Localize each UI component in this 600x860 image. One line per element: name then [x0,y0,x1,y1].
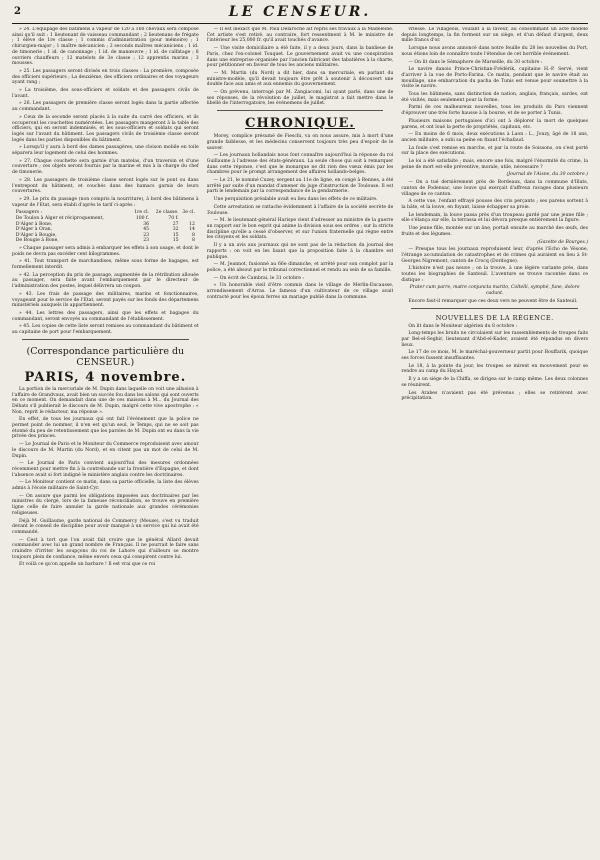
table-cell: 23 [143,232,150,238]
table-cell: 1re cl. [134,210,150,216]
masthead-title: LE CENSEUR. [228,4,372,20]
paragraph: vrlesse. Le villageois, voulant à la faveur, au consommant un acte modèle depuis longtemps, la fin forment sur un siège, et d'un défaut d'argent, deux mille francs d'or. [401,27,589,44]
table-cell: 32 [172,227,179,233]
paragraph: — Une visite domiciliaire a été faite, il y a deux jours, dans la banlieue de Paris, chez l'ex-colonel Touquet. Le gouvernement avait vu une conspiration dans une entreprise organisée par l'ancien fabricant des tabatières à la charte, pour pétitionner en faveur de tous les anciens militaires. [206,46,394,69]
paragraph: Lorsque nous avons annoncé dans notre feuille du 28 les nouvelles du Port, nous étions loin de connaître toute l'étendue de cet horrible événement. [401,46,589,57]
table-cell: 45 [143,227,150,233]
paragraph: Plusieurs maisons portugaises d'ici ont à déplorer la mort de quelques parens, et ont loué la perte de propriétés, capitaux, etc. [401,118,589,130]
paragraph: — Cest à tort que l'on avait fait croire que le général Allard devait commander avec lui un grand nombre de Français. Il ne pourrait le faire sans craindre d'irriter les soupçons du roi de Lahore qui d'ailleurs se montre toujours plein de confiance, même envers ceux qui conspirent contre lui. [12,537,199,560]
paragraph: — Le Journal de Paris convient aujourd'hui des mesures ordonnées récemment pour mettre fin à la contrebande sur la frontière d'Espagne, et dont l'absence avait si fort indigné le ministère anglais contre les doctrinaires. [12,461,199,478]
paragraph: Tous les bâtimens, sans distinction de nation, anglais, français, sardes, ont été visités, mais seulement pour la forme. [401,92,589,103]
paragraph: Les Arabes n'avaient pas été prévenus ; elles se retirèrent avec précipitation. [401,390,589,402]
paragraph: » 43. Les frais de passage des militaires, marins et fonctionnaires, voyageant pour le service de l'Etat, seront payés sur les fonds des départemens ministériels auxquels ils appartiennent. [12,291,199,309]
paragraph: L'histoire n'est pas neuve ; on la trouve, à une légère variante près, dans toutes les biographies de Santeuil. L'aventure se trouve racontée dans ce distique : [401,266,589,283]
paragraph: — Le Journal de Paris et le Moniteur du Commerce reproduisent avec amour le discours de M. Martin (du Nord), et en citent pas un mot de celui de M. Dupin. [12,442,199,459]
table-cell: De Toulon à Alger et réciproquement, [15,215,104,221]
table-cell: 15 [172,238,179,244]
paragraph: A cette vue, l'enfant effrayé pousse des cris perçants ; ses parens sortent à la hâte, et la louve, en fuyant, laisse échapper sa proie. [401,199,589,210]
regence-heading: NOUVELLES DE LA RÉGENCE. [435,313,554,322]
paragraph: » 25. Les passagers seront divisés en trois classes : La première, composée des officiers supérieurs ; La deuxième, des officiers ordinaires et des voyageurs ayant rang ; [12,68,199,86]
section-divider [411,308,578,309]
paragraph: Et voilà ce qu'on appelle un barbare ! Il est vrai que ce roi [19,562,156,568]
table-cell: 100 f. [135,215,150,221]
paragraph: — On assure que parmi les obligations imposées aux doctrinaires par les ministres du clergé, lors de la fameuse réconciliation, se trouve en première ligne celle de faire annuler la garde nationale aux grandes cérémonies religieuses. [12,493,199,516]
paragraph: » 41. Tout transport de marchandises, même sous forme de bagages, est formellement interdit. [12,259,199,271]
paragraph: » Lorsqu'il y aura à bord des dames passagères, une cloison mobile en toile séparera leur logement de celui des hommes. [12,145,199,157]
chronique-heading: CHRONIQUE. [245,116,355,132]
tariff-table [16,210,195,244]
table-cell: Passagers : [15,210,43,216]
table-cell: D'Alger à Oran, [15,227,53,233]
column-3 [401,27,588,854]
paragraph: Le navire danois Prince-Christian-Frédérik, capitaine H.-P. Servé, vient d'arriver à la vue de Porto-Farina. Ce matin, pendant que le navire était au mouillage, une embarcation du pacha de Tunis est venue pour soumettre à la visite le navire. [401,67,589,90]
paragraph: — On prévenu, interrogé par M. Zangiacomi, lui ayant parlé, dans une de ses réponses, de la révolution de juillet, le magistrat a fait mettre dans le libellé de l'interrogatoire, les évènemens de juillet. [206,90,394,107]
paragraph: Déjà M. Guillaume, garde national de Commercy (Meuse), s'est vu traduit devant le conseil de discipline pour avoir manqué à un service qui lui avait été commandé. [12,518,199,535]
paragraph: Parmi de ces malheureux nouvelles, tous les produits du Pars viennent d'éprouver une très forte hausse à la bourse, et de se porter à Tunis. [401,105,589,117]
table-cell: D'Alger à Bone, [15,221,53,227]
paragraph: Encore faut-il remarquer que ces deux vers ne peuvent être de Santeuil. [408,298,578,304]
paragraph: — M. Martin (du Nord) a dit hier, dans sa mercuriale, en parlant du ministre-modèle, qu'il devait toujours être prêt à soutenir à découvert une double face aux amis et aux ennemis du gouvernement. [206,70,394,88]
column-2 [207,27,394,854]
paragraph: » 28. Les passagers de troisième classe seront logés sur le pont ou dans l'entrepont du bâtiment, et couchés dans des hamacs garnis de leurs couvertures. [12,177,199,195]
paragraph: Il y a un siège de la Chiffa, se dirigea sur le camp même. Les deux colonnes se réunirent. [401,377,589,388]
paragraph: Une perquisition préalable avait eu lieu dans les effets de ce militaire. [213,197,378,203]
paragraph: En effet, de tous les journaux qui ont fait l'événement que la police ne permet point de nommer, il n'en est qu'un seul, le Temps, qui ne se soit pas étonné du peu de retentissement que les paroles de M. Dupin ont eu dans la vie privée des princes. [12,417,199,440]
table-row [16,238,195,244]
paragraph: — On a tué dernièrement près de Bordeaux, dans la commune d'Illats, canton de Podensac, une louve qui exerçait d'affreux ravages dans plusieurs villages de ce canton. [401,180,589,197]
paragraph: Long-temps les bruits ne circulaient sur les rassemblements de troupes faits par Bel-el-Seghir, lieutenant d'Abd-el-Kader, avaient été répandus en divers lieux. [401,331,589,348]
paragraph: » 44. Les lettres des passagers, ainsi que les effets et bagages du commandant, seront envoyés au commandant de l'établissement. [12,310,199,322]
column-1 [12,27,199,854]
table-cell: 15 [172,232,179,238]
table-cell: 36 [143,221,150,227]
paragraph: — M. Jeannot, fusionné au 66e dimanche, et arrêté pour son complot par la police, a été absout par le tribunal correctionnel et rendu au sein de sa famille. [206,262,394,273]
table-cell: 8 [192,238,195,244]
table-cell: 27 [172,221,179,227]
correspondence-heading: (Correspondance particulière du CENSEUR.) [26,345,185,368]
table-cell: D'Alger à Bougie, [15,232,57,238]
paragraph: » La troisième, des sous-officiers et soldats et des passagers civils de l'avant. [12,88,199,99]
table-cell: 2e classe. [155,210,179,216]
paragraph: — Le Moniteur contient ce matin, dans sa partie officielle, la liste des élèves admis à l'école militaire de Saint-Cyr. [12,480,199,492]
paragraph: Cette arrestation se rattache évidemment à l'affaire de la société secrète de Toulouse. [206,204,394,216]
source-credit: (Gazette de Bourges.) [537,239,589,245]
source-credit: (Journal de l'Aisne, du 30 octobre.) [506,172,589,178]
paragraph: — En moins de 6 mois, deux exécutions à Laon : L., Jouzy, âgé de 18 ans, ancien militaire, a subi sa peine en fixant l'échafaud. [401,132,589,143]
paragraph: — On lit dans le Sémaphore de Marseille, du 30 octobre : [408,59,543,65]
paragraph: Le lendemain, la louve passa près d'un troupeau gardé par une jeune fille ; elle s'élança sur elle, la terrassa et lui dévora presque entièrement la figure. [401,212,589,224]
paragraph: » 26. Les passagers de première classe seront logés dans la partie affectée au commandant. [12,101,199,113]
paragraph: Le 18, à la pointe du jour, les troupes se mirent en mouvement pour se rendre au camp du Hayad. [401,363,589,375]
paragraph: — M. le lieutenant-général Harispe vient d'adresser au ministre de la guerre un rapport sur le bon esprit qui anime la division sous ses ordres ; sur la stricte discipline qu'elle a cessé d'observer, et sur l'union fraternelle qui règne entre les citoyens et les soldats. [206,218,394,241]
paragraph: — Presque tous les journaux reproduisent leur, d'après l'Echo de Vésone, l'étrange accumulation de catastrophes et de crimes qui auraient eu lieu à St-Georges Nigremont, canton de Crocq (Dordogne). [401,247,589,264]
paragraph: — Il est inexact que M. Paul Delaroche ait repris ses travaux à la Madeleine. Cet artiste s'est retiré, au contraire, fort ressentment à M. le ministre de l'intérieur les 25,000 fr. qu'il avait touchés d'avance. [206,27,394,44]
columns [12,27,588,854]
paragraph: » Chaque passager sera admis à embarquer les effets à son usage, et dont le poids ne devra pas excéder cent kilogrammes. [12,245,199,257]
table-cell: 14 [189,227,195,233]
table-cell: 23 [143,238,150,244]
paragraph: « Un honorable vieil d'être commis dans le village de Merlin-Encausse, arrondissement d'Arras. Le fameux d'un cultivateur de ce village avait contracté pour les époux ferres un mariage publié dans la commune. [206,283,394,300]
section-divider [217,110,384,111]
table-cell: 12 [189,221,195,227]
table-cell: 3e cl. [182,210,195,216]
paragraph: » 24. L'équipage des bâtimens à vapeur de 120 à 160 chevaux sera composé ainsi qu'il suit : 1 lieutenant de vaisseau commandant ; 2 lieutenans de frégate ; 1 élève de 1re classe ; 1 commis d'administration (pour mémoire) ; 1 chirurgien-major ; 1 maître mécanicien ; 2 seconds maîtres mécaniciens ; 1 id. de timonerie ; 1 id. de canonnage ; 1 id. de manœuvre ; 1 id. de calfatage ; 8 ouvriers chauffeurs ; 12 matelots de 3e classe ; 12 apprentis marins ; 3 mousses. [12,27,199,67]
paragraph: Le 17 de ce mois, M. le maréchal-gouverneur partit pour Bouffarik, quoique ses forces fussent insuffisantes. [401,350,589,362]
paragraph: — On écrit de Cambrai, le 31 octobre : [213,275,304,281]
table-cell: 8 [192,232,195,238]
paris-dateline: PARIS, 4 novembre. [24,369,187,385]
paragraph: La foule s'est remise en marche, et par la route de Soissons, on s'est porté sur la place des exécutions. [401,145,589,157]
table-cell: 70 f. [168,215,179,221]
paragraph: » Ceux de la seconde seront placés à la suite du carré des officiers, et ils occuperont les couchettes numérotées. Les passagers mangeront à la table des officiers, qui en seront indemnisés, et les sous-officiers et soldats qui seront logés sur l'avant du bâtiment. Les passagers civils de troisième classe seront logés dans les parties disponibles du bâtiment. [12,114,199,143]
paragraph: Le loi a été satisfaite ; mais, encore une fois, malgré l'énormité du crime, la peine de mort est-elle préventive, morale, utile, nécessaire ? [401,159,589,170]
paragraph: » 27. Chaque couchette sera garnie d'un matelas, d'un traversin et d'une couverture ; ces objets seront fournis par la marine et mis à la charge du chef de timonerie. [12,158,199,176]
page-header [12,4,588,22]
paragraph: » 29. Le prix du passage (non compris la nourriture), à bord des bâtimens à vapeur de l'Etat, sera établi d'après le tarif ci-après : [12,196,199,208]
paragraph: Morey, complice présumé de Fieschi, va on nous assure, mis à mort d'une grande faiblesse, et les médecins conservent toujours très peu d'espoir de le sauver. [206,134,394,151]
latin-quote: Prater cum parre, matre conjuncta marito, Coltelli, symphé, fune, dolore cadunt. [409,285,580,297]
paragraph: — Les journaux hollandais nous font connaître aujourd'hui la réponse du roi Guillaume à l'adresse des états-généraux. La seule chose qui soit à remarquer dans cette réponse, c'est que le monarque ne dit rien des vœux émis par les chambres pour le prompt arrangement des affaires hollando-belges. [206,153,394,176]
paragraph: On lit dans le Moniteur algérien du 8 octobre : [408,323,518,329]
page-number: 2 [14,6,21,17]
paragraph: » 45. Les copies de cette liste seront remises au commandant du bâtiment et au capitaine de port pour l'embarquement. [12,324,199,336]
section-divider [22,339,189,340]
paragraph: — Le 21, le nommé Cuzey, sergent au 11e de ligne, en congé à Rennes, a été arrêté par suite d'un mandat d'amener du juge d'instruction de Toulouse. Il est parti le lendemain par la correspondance de la gendarmerie. [206,178,394,195]
paragraph: Il y a un avis aux journaux qui ne sont pas de la rédaction du journal des rapports : on voit en les lisant que la proposition faite à la chambre est publique. [206,243,394,260]
table-cell: De Bougie à Bone, [15,238,59,244]
header-rule [12,23,588,24]
paragraph: » 42. La perception du prix de passage, augmentée de la rétribution allouée au passager, sera faite avant l'embarquement par le directeur de l'administration des postes, lequel délivrera un coupon. [12,272,199,290]
paragraph: La portion de la mercuriale de M. Dupin dans laquelle on voit une allusion à l'affaire de Grandvaux, avait bien un succès fou dans les salons qui sont ouverts en ce moment. On demandait dans une de ces maisons à M... du Journal des Débats s'il publierait le discours de M. Dupin, malgré cette vive apostrophe : « Non, reprit le rédacteur, ma réponse ». [12,386,199,415]
paragraph: Une jeune fille, montée sur un âne, portait ensuite au marché des œufs, des fruits et des légumes. [401,226,589,237]
